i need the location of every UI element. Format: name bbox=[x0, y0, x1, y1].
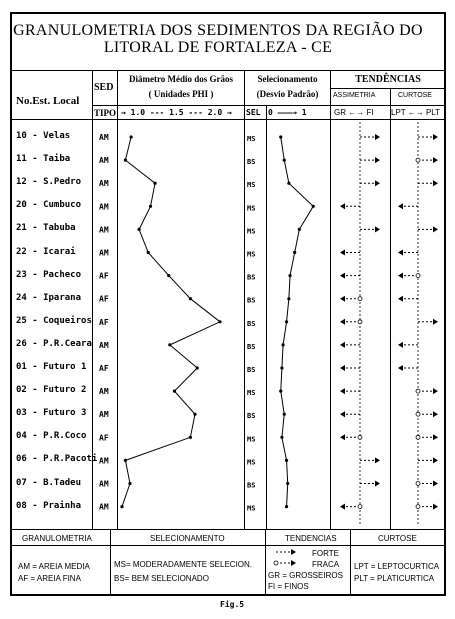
curtose-arrow-head bbox=[433, 319, 438, 325]
legend-lpt: LPT = LEPTOCURTICA bbox=[354, 562, 440, 571]
station-label: 21 - Tabuba bbox=[16, 223, 76, 234]
selecionamento-point bbox=[286, 482, 289, 485]
station-label: 07 - B.Tadeu bbox=[16, 477, 82, 488]
curtose-arrow-head bbox=[398, 203, 403, 209]
sel-value: BS bbox=[247, 296, 256, 305]
selecionamento-point bbox=[287, 297, 290, 300]
diametro-scale: → 1.0 --- 1.5 --- 2.0 → bbox=[121, 108, 232, 117]
sed-value: AM bbox=[99, 502, 109, 512]
sed-value: AM bbox=[99, 225, 109, 235]
curtose-arrow-head bbox=[433, 157, 438, 163]
station-label: 03 - Futuro 3 bbox=[16, 408, 87, 419]
selecionamento-point bbox=[283, 413, 286, 416]
assimetria-arrow-head bbox=[340, 365, 345, 371]
curtose-arrow-head bbox=[398, 365, 403, 371]
sel-value: BS bbox=[247, 366, 256, 374]
assimetria-arrow-head bbox=[375, 157, 380, 163]
diametro-point bbox=[138, 228, 141, 231]
selecionamento-point bbox=[279, 135, 282, 138]
selecionamento-point bbox=[298, 228, 301, 231]
assimetria-arrow-head bbox=[375, 481, 380, 487]
assimetria-arrow-weak bbox=[358, 297, 362, 301]
assimetria-arrow-head bbox=[375, 180, 380, 186]
sed-value: AF bbox=[99, 433, 109, 443]
station-label: 10 - Velas bbox=[16, 131, 71, 141]
legend-fraca-arrow-weak bbox=[274, 561, 278, 565]
curtose-arrow-head bbox=[433, 434, 438, 440]
selecionamento-point bbox=[280, 436, 283, 439]
legend-plt: PLT = PLATICURTICA bbox=[354, 574, 435, 583]
curtose-arrow-weak bbox=[416, 274, 420, 278]
selecionamento-point bbox=[283, 159, 286, 162]
sel-value: BS bbox=[247, 481, 256, 490]
selecionamento-point bbox=[279, 390, 282, 393]
curtose-header: CURTOSE bbox=[398, 92, 432, 99]
sed-header: SED bbox=[94, 82, 114, 93]
selecionamento-header: Selecionamento bbox=[257, 74, 318, 84]
station-label: 06 - P.R.Pacoti bbox=[16, 454, 98, 465]
sel-value: MS bbox=[247, 435, 256, 444]
selecionamento-point bbox=[287, 182, 290, 185]
assimetria-arrow-head bbox=[340, 388, 345, 394]
assimetria-arrow-head bbox=[375, 134, 380, 140]
assimetria-arrow-head bbox=[340, 273, 345, 279]
diametro-point bbox=[168, 343, 171, 346]
sed-value: AM bbox=[99, 156, 109, 166]
station-header: No.Est. Local bbox=[16, 95, 80, 107]
diametro-point bbox=[189, 436, 192, 439]
curtose-arrow-head bbox=[433, 411, 438, 417]
sel-value: BS bbox=[247, 158, 256, 167]
sed-value: AM bbox=[99, 133, 109, 142]
sed-value: AM bbox=[99, 340, 109, 350]
legend-granulometria-title: GRANULOMETRIA bbox=[22, 534, 92, 543]
assimetria-arrow-weak bbox=[358, 320, 362, 324]
sed-value: AM bbox=[99, 387, 109, 397]
station-label: 01 - Futuro 1 bbox=[16, 362, 87, 372]
legend-selecionamento-title: SELECIONAMENTO bbox=[150, 534, 225, 543]
assimetria-arrow-head bbox=[340, 411, 345, 417]
diametro-point bbox=[173, 390, 176, 393]
title-line-2: LITORAL DE FORTALEZA - CE bbox=[103, 39, 333, 56]
legend-am: AM = AREIA MEDIA bbox=[18, 562, 90, 571]
legend-af: AF = AREIA FINA bbox=[18, 574, 81, 583]
curtose-scale: LPT ←→ PLT bbox=[391, 108, 441, 117]
diametro-point bbox=[196, 366, 199, 369]
station-label: 24 - Iparana bbox=[16, 292, 82, 303]
assimetria-arrow-head bbox=[340, 250, 345, 256]
diametro-point bbox=[167, 274, 170, 277]
tendencias-header: TENDÊNCIAS bbox=[355, 74, 421, 85]
title-line-1: GRANULOMETRIA DOS SEDIMENTOS DA REGIÃO DO bbox=[13, 22, 423, 39]
assimetria-arrow-weak bbox=[358, 435, 362, 439]
sel-value: MS bbox=[247, 389, 256, 398]
legend-bs: BS= BEM SELECIONADO bbox=[114, 574, 209, 583]
curtose-arrow-head bbox=[433, 504, 438, 510]
selecionamento-point bbox=[288, 274, 291, 277]
curtose-arrow-head bbox=[433, 134, 438, 140]
sed-value: AF bbox=[99, 294, 109, 304]
selecionamento-point bbox=[285, 459, 288, 462]
sel-value: BS bbox=[247, 273, 256, 282]
sed-value: AM bbox=[99, 479, 109, 489]
selecionamento-point bbox=[285, 505, 288, 508]
station-label: 08 - Prainha bbox=[16, 500, 82, 511]
legend-curtose-title: CURTOSE bbox=[378, 534, 417, 543]
station-label: 11 - Taiba bbox=[16, 154, 71, 165]
diametro-header: Diâmetro Médio dos Grãos bbox=[128, 74, 234, 84]
legend-fraca: FRACA bbox=[312, 560, 340, 569]
figure-caption: Fig.5 bbox=[220, 600, 245, 609]
station-label: 04 - P.R.Coco bbox=[16, 431, 87, 442]
selecionamento-point bbox=[293, 251, 296, 254]
curtose-arrow-weak bbox=[416, 435, 420, 439]
sel-value: MS bbox=[247, 504, 256, 513]
diametro-line bbox=[122, 137, 220, 507]
curtose-arrow-head bbox=[433, 226, 438, 232]
legend-forte: FORTE bbox=[312, 549, 339, 558]
diametro-point bbox=[147, 251, 150, 254]
sel-value: BS bbox=[247, 412, 256, 421]
assimetria-scale: GR ←→ FI bbox=[334, 108, 374, 117]
assimetria-arrow-head bbox=[340, 203, 345, 209]
legend-gr: GR = GROSSEIROS bbox=[268, 571, 343, 580]
assimetria-arrow-head bbox=[340, 296, 345, 302]
curtose-arrow-weak bbox=[416, 389, 420, 393]
curtose-arrow-head bbox=[433, 180, 438, 186]
diametro-point bbox=[120, 505, 123, 508]
sed-value: AF bbox=[99, 317, 109, 327]
sel-value: MS bbox=[247, 135, 256, 143]
station-label: 12 - S.Pedro bbox=[16, 177, 82, 188]
selecionamento-point bbox=[281, 343, 284, 346]
assimetria-arrow-weak bbox=[358, 505, 362, 509]
legend-fraca-arrow-head bbox=[291, 560, 296, 566]
diametro-subheader: ( Unidades PHI ) bbox=[148, 89, 214, 99]
sed-value: AF bbox=[99, 271, 109, 281]
station-label: 23 - Pacheco bbox=[16, 269, 82, 280]
assimetria-arrow-head bbox=[340, 319, 345, 325]
sed-value: AM bbox=[99, 410, 109, 420]
sed-value: AF bbox=[99, 364, 109, 373]
station-label: 22 - Icarai bbox=[16, 246, 76, 257]
sed-value: AM bbox=[99, 179, 109, 189]
legend-ms: MS= MODERADAMENTE SELECION. bbox=[114, 560, 253, 569]
sel-value: MS bbox=[247, 250, 256, 259]
diametro-point bbox=[189, 297, 192, 300]
tipo-header: TIPO bbox=[94, 108, 117, 118]
station-label: 25 - Coqueiros bbox=[16, 315, 92, 326]
curtose-arrow-weak bbox=[416, 158, 420, 162]
assimetria-arrow-head bbox=[375, 457, 380, 463]
diametro-point bbox=[149, 205, 152, 208]
station-label: 02 - Futuro 2 bbox=[16, 385, 87, 396]
curtose-arrow-head bbox=[433, 481, 438, 487]
curtose-arrow-head bbox=[398, 342, 403, 348]
legend-tendencias-title: TENDENCIAS bbox=[285, 534, 337, 543]
legend-fi: FI = FINOS bbox=[268, 582, 309, 591]
assimetria-arrow-head bbox=[340, 434, 345, 440]
selecionamento-point bbox=[285, 320, 288, 323]
selecionamento-point bbox=[280, 366, 283, 369]
station-label: 20 - Cumbuco bbox=[16, 200, 82, 211]
curtose-arrow-head bbox=[433, 388, 438, 394]
sel-value: MS bbox=[247, 227, 256, 236]
assimetria-arrow-head bbox=[340, 342, 345, 348]
sed-value: AM bbox=[99, 202, 109, 212]
curtose-arrow-weak bbox=[416, 412, 420, 416]
sel-value: MS bbox=[247, 458, 256, 467]
diametro-point bbox=[153, 182, 156, 185]
sed-value: AM bbox=[99, 248, 109, 258]
sel-col-header: SEL bbox=[246, 108, 261, 117]
diametro-point bbox=[124, 459, 127, 462]
sel-value: BS bbox=[247, 342, 256, 351]
sed-value: AM bbox=[99, 456, 109, 466]
assimetria-arrow-head bbox=[340, 504, 345, 510]
selecionamento-subheader: (Desvio Padrão) bbox=[256, 89, 319, 99]
diametro-point bbox=[218, 320, 221, 323]
diametro-point bbox=[128, 482, 131, 485]
sel-scale: 0 ———→ 1 bbox=[268, 108, 307, 117]
curtose-arrow-weak bbox=[416, 505, 420, 509]
curtose-arrow-head bbox=[398, 250, 403, 256]
legend-forte-arrow-head bbox=[291, 549, 296, 555]
diametro-point bbox=[124, 159, 127, 162]
selecionamento-point bbox=[312, 205, 315, 208]
sel-value: MS bbox=[247, 204, 256, 213]
curtose-arrow-head bbox=[398, 273, 403, 279]
sel-value: MS bbox=[247, 181, 256, 190]
sel-value: BS bbox=[247, 319, 256, 328]
assimetria-arrow-head bbox=[375, 226, 380, 232]
curtose-arrow-weak bbox=[416, 482, 420, 486]
curtose-arrow-head bbox=[398, 296, 403, 302]
assimetria-header: ASSIMETRIA bbox=[333, 92, 376, 99]
curtose-arrow-head bbox=[433, 457, 438, 463]
station-label: 26 - P.R.Ceara bbox=[16, 338, 92, 349]
diametro-point bbox=[193, 413, 196, 416]
diametro-point bbox=[130, 135, 133, 138]
